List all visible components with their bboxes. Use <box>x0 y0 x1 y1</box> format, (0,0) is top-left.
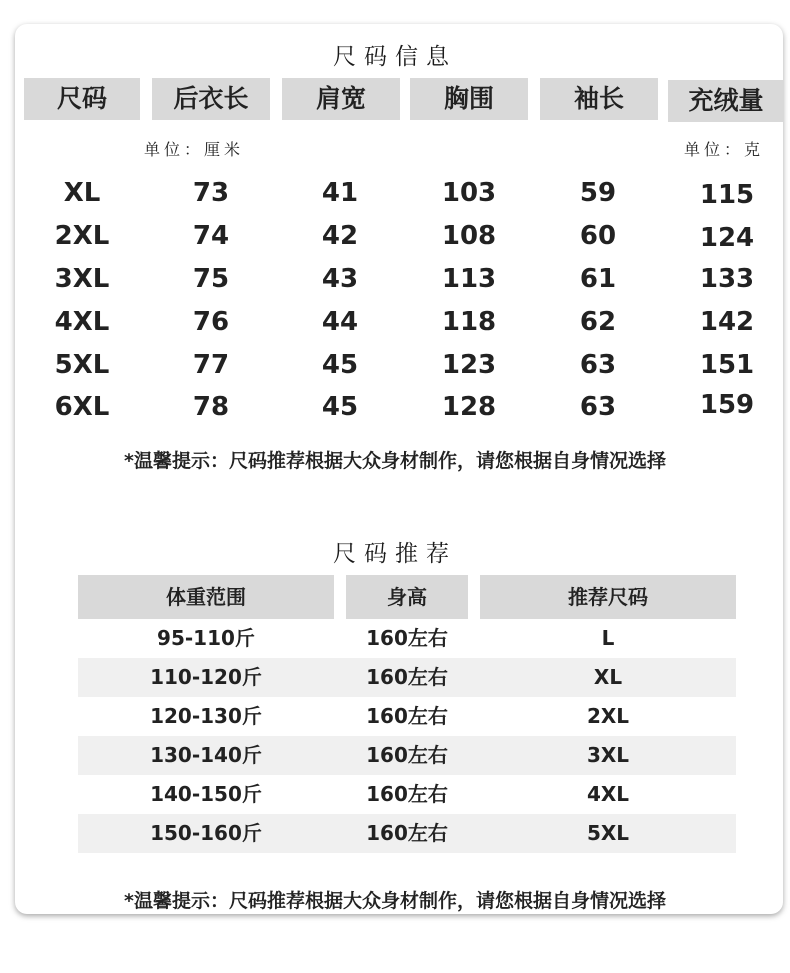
shoulder-cell: 41 <box>321 178 359 208</box>
size-cell: 6XL <box>54 392 110 422</box>
shoulder-cell: 44 <box>321 307 359 337</box>
recommended-size-cell: 2XL <box>586 704 630 728</box>
recommended-size-cell: 3XL <box>586 743 630 767</box>
down-fill-cell: 159 <box>699 390 755 420</box>
size-cell: 3XL <box>54 264 110 294</box>
table-row <box>78 736 736 775</box>
table-row <box>0 258 790 300</box>
shoulder-cell: 45 <box>321 350 359 380</box>
size-recommend-title: 尺码推荐 <box>333 541 457 567</box>
back-length-cell: 77 <box>192 350 230 380</box>
size-cell: 2XL <box>54 221 110 251</box>
table-row <box>78 814 736 853</box>
unit-gram-label: 单位：克 <box>684 140 765 159</box>
size-cell: 4XL <box>54 307 110 337</box>
shoulder-cell: 43 <box>321 264 359 294</box>
sleeve-cell: 63 <box>579 350 617 380</box>
height-cell: 160左右 <box>366 704 448 728</box>
header-height: 身高 <box>346 575 468 619</box>
table-row <box>0 344 790 386</box>
shoulder-cell: 45 <box>321 392 359 422</box>
chest-cell: 108 <box>441 221 497 251</box>
down-fill-cell: 133 <box>699 264 755 294</box>
recommended-size-cell: 4XL <box>586 782 630 806</box>
size-recommend-tip: *温馨提示：尺码推荐根据大众身材制作，请您根据自身情况选择 <box>124 890 666 912</box>
table-row <box>0 386 790 428</box>
back-length-cell: 73 <box>192 178 230 208</box>
weight-cell: 95-110斤 <box>157 626 255 650</box>
down-fill-cell: 115 <box>699 180 755 210</box>
weight-cell: 120-130斤 <box>150 704 262 728</box>
header-sleeve: 袖长 <box>540 78 658 120</box>
recommended-size-cell: XL <box>593 665 623 689</box>
table-row <box>0 172 790 214</box>
recommended-size-cell: L <box>601 626 615 650</box>
table-row <box>78 697 736 736</box>
back-length-cell: 75 <box>192 264 230 294</box>
chest-cell: 118 <box>441 307 497 337</box>
height-cell: 160左右 <box>366 782 448 806</box>
header-recommended-size: 推荐尺码 <box>480 575 736 619</box>
chest-cell: 128 <box>441 392 497 422</box>
header-chest: 胸围 <box>410 78 528 120</box>
header-size: 尺码 <box>24 78 140 120</box>
down-fill-cell: 151 <box>699 350 755 380</box>
shoulder-cell: 42 <box>321 221 359 251</box>
table-row <box>0 301 790 343</box>
sleeve-cell: 61 <box>579 264 617 294</box>
header-back-length: 后衣长 <box>152 78 270 120</box>
sleeve-cell: 59 <box>579 178 617 208</box>
back-length-cell: 78 <box>192 392 230 422</box>
down-fill-cell: 124 <box>699 223 755 253</box>
size-cell: 5XL <box>54 350 110 380</box>
header-weight-range: 体重范围 <box>78 575 334 619</box>
chest-cell: 123 <box>441 350 497 380</box>
recommended-size-cell: 5XL <box>586 821 630 845</box>
chest-cell: 103 <box>441 178 497 208</box>
sleeve-cell: 63 <box>579 392 617 422</box>
table-row <box>0 215 790 257</box>
height-cell: 160左右 <box>366 743 448 767</box>
weight-cell: 150-160斤 <box>150 821 262 845</box>
height-cell: 160左右 <box>366 626 448 650</box>
table-row <box>78 619 736 658</box>
weight-cell: 110-120斤 <box>150 665 262 689</box>
chest-cell: 113 <box>441 264 497 294</box>
height-cell: 160左右 <box>366 821 448 845</box>
height-cell: 160左右 <box>366 665 448 689</box>
weight-cell: 140-150斤 <box>150 782 262 806</box>
size-info-tip: *温馨提示：尺码推荐根据大众身材制作，请您根据自身情况选择 <box>124 450 666 472</box>
size-cell: XL <box>63 178 101 208</box>
size-info-title: 尺码信息 <box>333 44 457 70</box>
unit-cm-label: 单位：厘米 <box>144 140 245 159</box>
sleeve-cell: 62 <box>579 307 617 337</box>
back-length-cell: 74 <box>192 221 230 251</box>
sleeve-cell: 60 <box>579 221 617 251</box>
table-row <box>78 775 736 814</box>
weight-cell: 130-140斤 <box>150 743 262 767</box>
table-row <box>78 658 736 697</box>
header-down-fill: 充绒量 <box>668 80 784 122</box>
header-shoulder: 肩宽 <box>282 78 400 120</box>
back-length-cell: 76 <box>192 307 230 337</box>
down-fill-cell: 142 <box>699 307 755 337</box>
